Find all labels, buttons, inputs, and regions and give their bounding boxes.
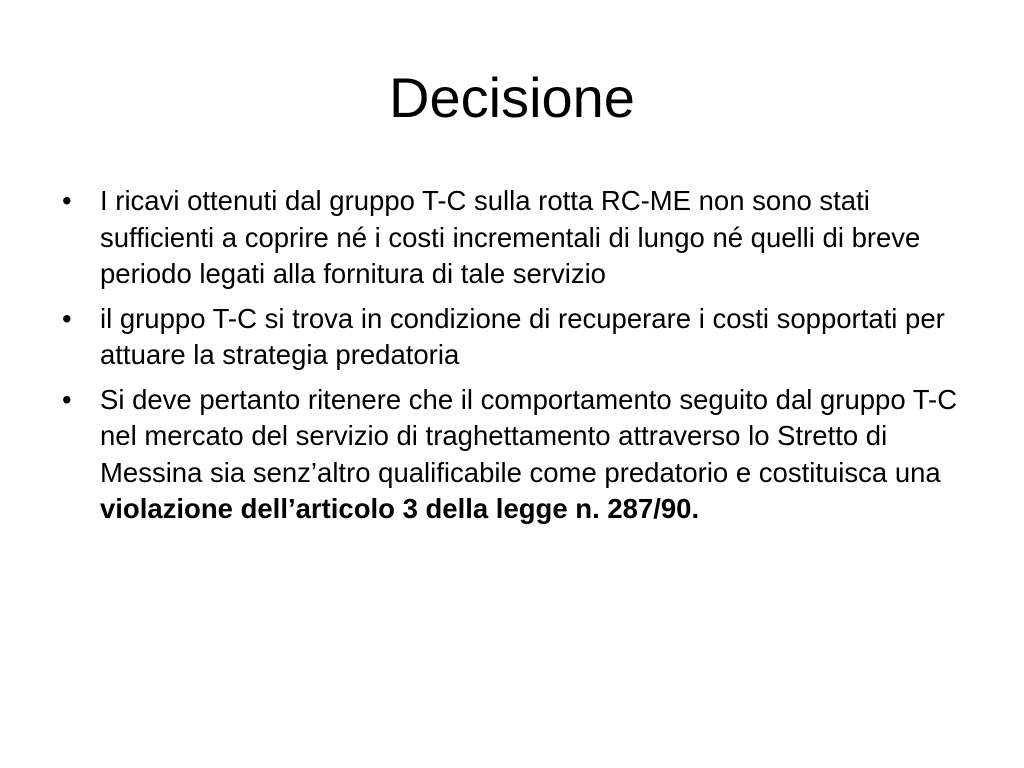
bullet-item-revenues [62,183,972,293]
bullet-item-conclusion [62,382,972,528]
bullet-item-cost-recovery [62,301,972,374]
bullet-icon: • [62,383,72,415]
bullet-icon: • [62,302,72,334]
bullet-bold-text: violazione dell’articolo 3 della legge n. 287/90. [100,493,700,524]
bullet-icon: • [62,185,72,216]
bullet-text: il gruppo T-C si trova in condizione di recuperare i costi sopportati per attuare la strategia predatoria [100,302,945,370]
bullet-text: Si deve pertanto ritenere che il comportamento seguito dal gruppo T-C nel mercato del servizio di traghettamento attraverso lo Stretto di Messina sia senz’altro qualificabile come predatorio e costituisca una [100,383,958,488]
bullet-text: I ricavi ottenuti dal gruppo T-C sulla rotta RC-ME non sono stati sufficienti a coprire né i costi incrementali di lungo né quelli di breve periodo legati alla fornitura di tale servizio [100,185,921,289]
bullet-list [62,183,972,536]
slide-title: Decisione [389,66,635,129]
